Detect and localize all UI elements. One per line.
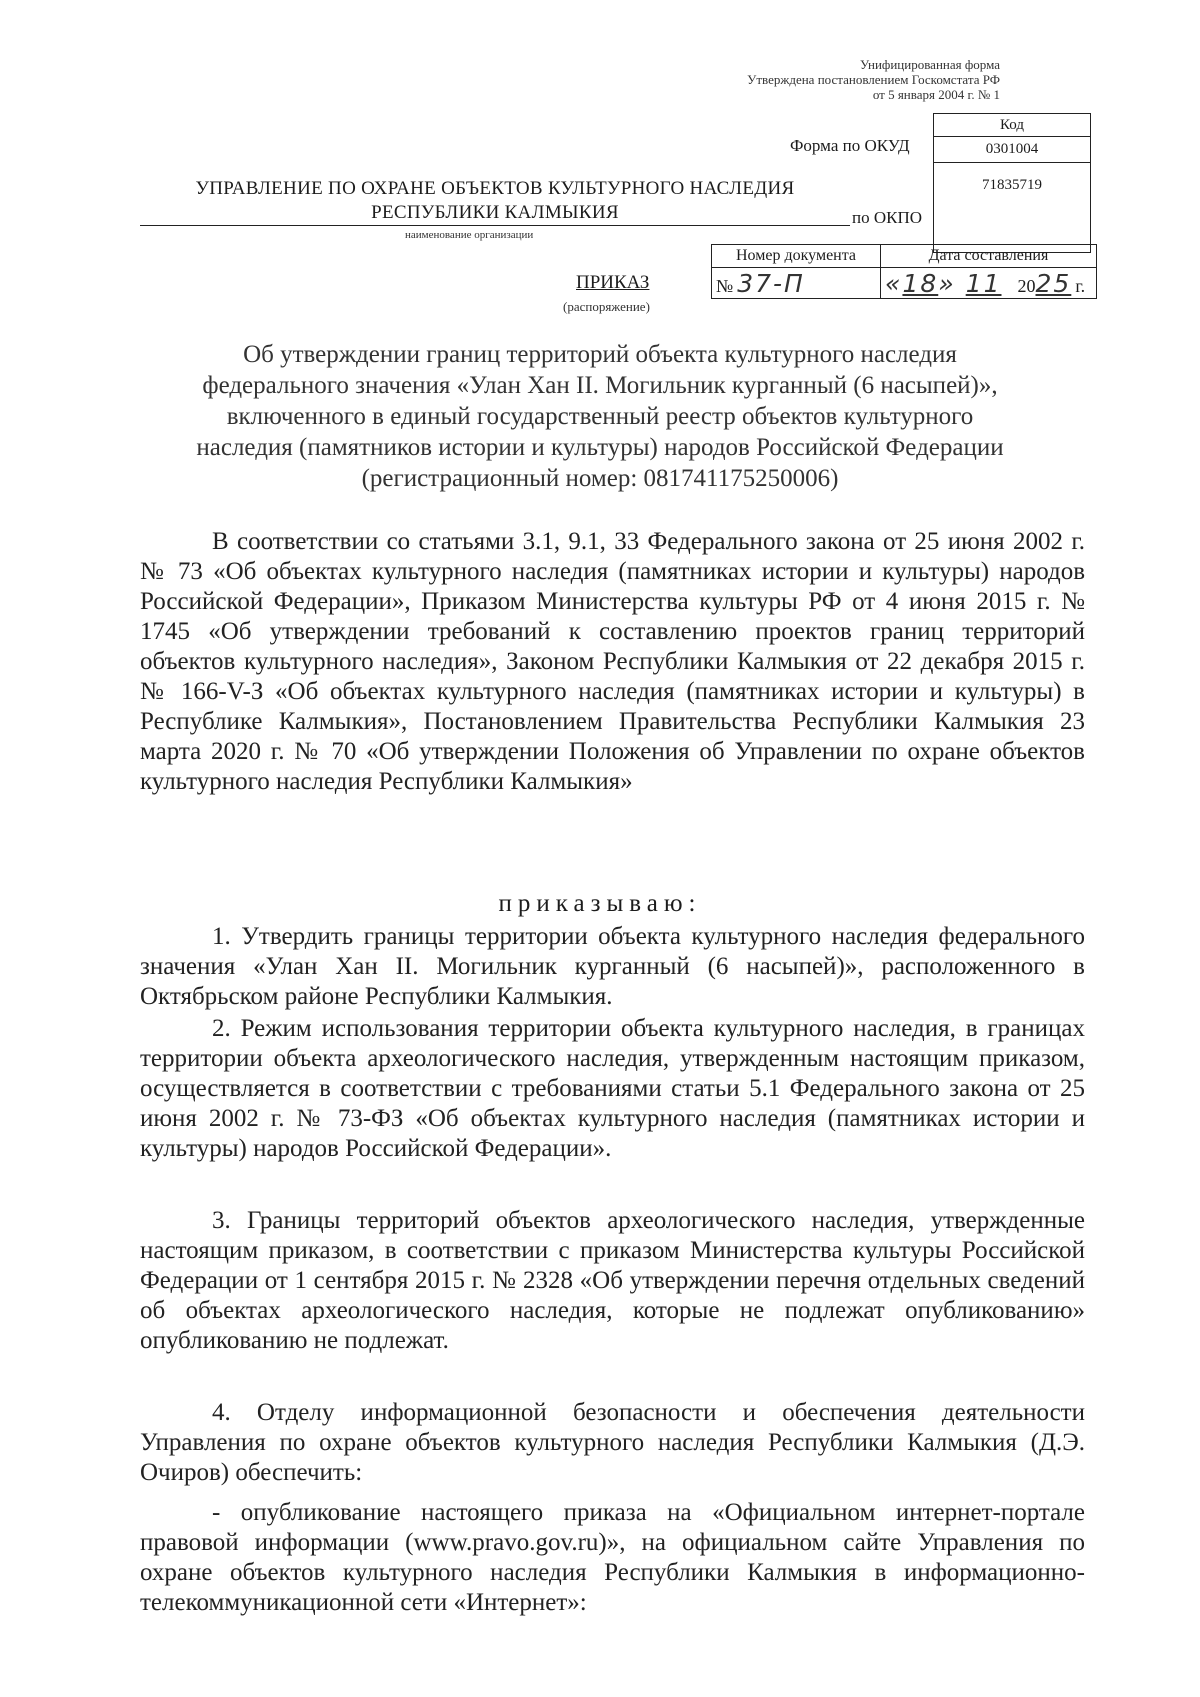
order-word	[0, 890, 1200, 918]
form-header	[747, 57, 1000, 102]
code-header: Код	[934, 114, 1091, 137]
item-4-bullet: - опубликование настоящего приказа на «Официальном интернет-портале правовой информации (www.pravo.gov.ru)», на официальном сайте Управления по охране объектов культурного наследия Республики Калмыкия в информационно-телекоммуникационной сети «Интернет»:	[140, 1499, 1085, 1616]
doc-date-cell	[881, 268, 1097, 299]
doc-type-sub: (распоряжение)	[563, 299, 650, 314]
doc-number-header: Номер документа	[712, 245, 881, 268]
title-line3: включенного в единый государственный реестр объектов культурного	[226, 403, 974, 430]
title-line2: федерального значения «Улан Хан II. Могильник курганный (6 насыпей)»,	[202, 372, 998, 399]
doc-date-close-quote: »	[938, 268, 956, 298]
doc-date-open-quote: «	[885, 268, 903, 298]
item-4: 4. Отделу информационной безопасности и обеспечения деятельности Управления по охране объектов культурного наследия Республики Калмыкия (Д.Э. Очиров) обеспечить:	[140, 1399, 1085, 1486]
title-line5: (регистрационный номер: 081741175250006)	[361, 465, 839, 492]
organization-line1: УПРАВЛЕНИЕ ПО ОХРАНЕ ОБЪЕКТОВ КУЛЬТУРНОГО НАСЛЕДИЯ	[195, 178, 795, 199]
doc-date-suffix: г.	[1075, 275, 1086, 296]
okud-value: 0301004	[934, 137, 1091, 163]
form-header-line2: Утверждена постановлением Госкомстата РФ	[747, 72, 1000, 87]
doc-date-year: 25	[1035, 268, 1072, 298]
preamble-paragraph: В соответствии со статьями 3.1, 9.1, 33 Федерального закона от 25 июня 2002 г. № 73 «Об объектах культурного наследия (памятниках истории и культуры) народов Российской Федерации», Приказом Министерства культуры РФ от 4 июня 2015 г. № 1745 «Об утверждении требований к составлению проектов границ территорий объектов культурного наследия», Законом Республики Калмыкия от 22 декабря 2015 г. № 166-V-З «Об объектах культурного наследия (памятниках истории и культуры) в Республике Калмыкия», Постановлением Правительства Республики Калмыкия 23 марта 2020 г. № 70 «Об утверждении Положения об Управлении по охране объектов культурного наследия Республики Калмыкия»	[140, 528, 1085, 795]
order-word-text: приказываю:	[498, 890, 702, 917]
doc-number-handwritten: 37-П	[737, 268, 805, 298]
doc-date-year-prefix: 20	[1017, 275, 1036, 296]
okpo-value: 71835719	[934, 163, 1091, 253]
doc-number-cell	[712, 268, 881, 299]
document-title	[120, 339, 1080, 494]
doc-date-header: Дата составления	[881, 245, 1097, 268]
form-header-line1: Унифицированная форма	[859, 57, 1000, 72]
organization-caption: наименование организации	[405, 229, 534, 241]
okud-label: Форма по ОКУД	[790, 136, 910, 155]
okpo-label: по ОКПО	[852, 208, 923, 227]
title-line4: наследия (памятников истории и культуры) народов Российской Федерации	[196, 434, 1004, 461]
item-3: 3. Границы территорий объектов археологического наследия, утвержденные настоящим приказом, в соответствии с приказом Министерства культуры Российской Федерации от 1 сентября 2015 г. № 2328 «Об утверждении перечня отдельных сведений об объектах археологического наследия, которые не подлежат опубликованию» опубликованию не подлежат.	[140, 1207, 1085, 1354]
organization-line2: РЕСПУБЛИКИ КАЛМЫКИЯ	[140, 201, 850, 226]
title-line1: Об утверждении границ территорий объекта культурного наследия	[243, 341, 957, 368]
organization-name	[140, 177, 850, 226]
form-header-line3: от 5 января 2004 г. № 1	[872, 87, 1000, 102]
doc-number-prefix: №	[716, 275, 734, 296]
doc-date-day: 18	[902, 268, 939, 298]
code-table	[933, 113, 1091, 253]
item-2: 2. Режим использования территории объекта культурного наследия, в границах территории объекта археологического наследия, утвержденным настоящим приказом, осуществляется в соответствии с требованиями статьи 5.1 Федерального закона от 25 июня 2002 г. № 73-ФЗ «Об объектах культурного наследия (памятниках истории и культуры) народов Российской Федерации».	[140, 1015, 1085, 1162]
doc-type: ПРИКАЗ	[576, 272, 650, 293]
item-1: 1. Утвердить границы территории объекта культурного наследия федерального значения «Улан Хан II. Могильник курганный (6 насыпей)», расположенного в Октябрьском районе Республики Калмыкия.	[140, 923, 1085, 1010]
doc-date-month: 11	[965, 268, 1002, 298]
doc-number-table	[711, 244, 1097, 299]
